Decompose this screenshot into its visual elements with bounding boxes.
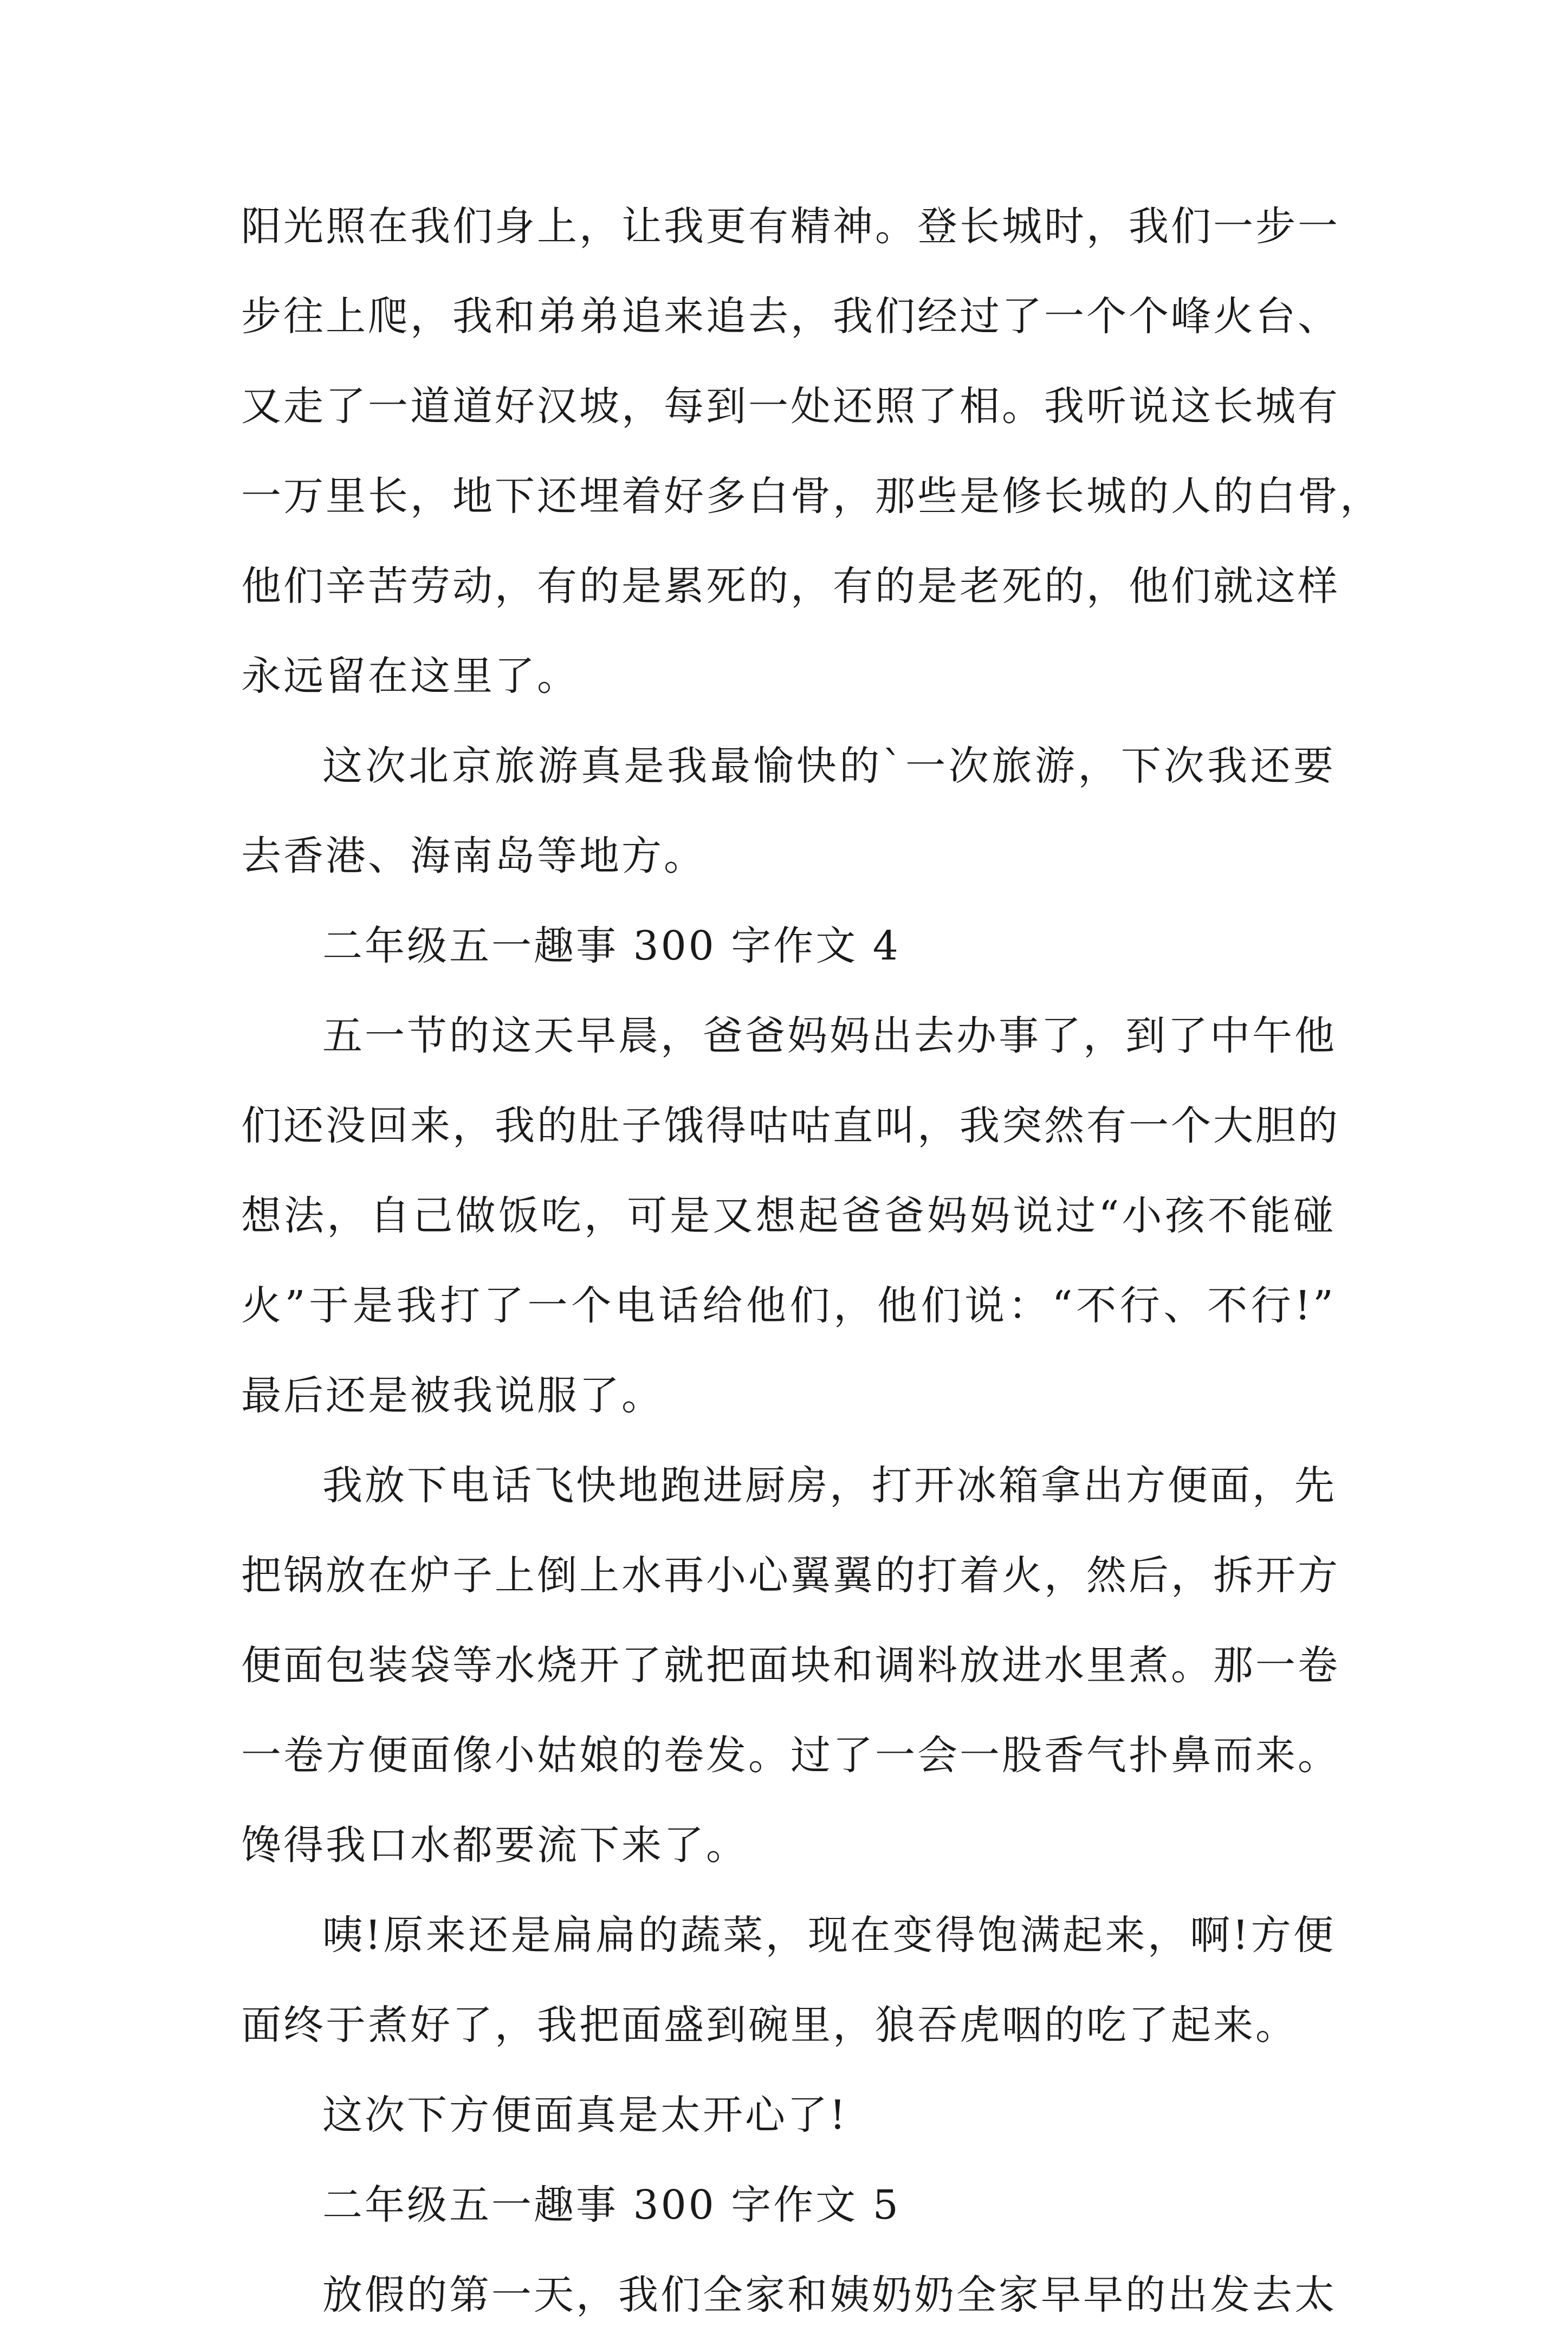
paragraph-first-line: 咦!原来还是扁扁的蔬菜，现在变得饱满起来，啊!方便 (322, 1912, 1336, 1959)
text-line: 面终于煮好了，我把面盛到碗里，狼吞虎咽的吃了起来。 (241, 2002, 1298, 2049)
paragraph-first-line: 五一节的这天早晨，爸爸妈妈出去办事了，到了中午他 (322, 1013, 1337, 1059)
text-line: 阳光照在我们身上，让我更有精神。登长城时，我们一步一 (241, 203, 1340, 250)
text-line: 馋得我口水都要流下来了。 (241, 1822, 748, 1869)
text-line: 火”于是我打了一个电话给他们，他们说：“不行、不行!” (241, 1282, 1336, 1329)
text-line: 步往上爬，我和弟弟追来追去，我们经过了一个个峰火台、 (241, 293, 1340, 340)
section-heading: 二年级五一趣事 300 字作文 5 (322, 2182, 900, 2228)
text-line: 永远留在这里了。 (241, 653, 579, 699)
paragraph-first-line: 这次北京旅游真是我最愉快的`一次旅游，下次我还要 (322, 743, 1336, 789)
text-line: 一卷方便面像小姑娘的卷发。过了一会一股香气扑鼻而来。 (241, 1732, 1340, 1779)
article-body (241, 182, 1382, 2340)
text-line: 们还没回来，我的肚子饿得咕咕直叫，我突然有一个大胆的 (241, 1103, 1340, 1149)
text-line: 把锅放在炉子上倒上水再小心翼翼的打着火，然后，拆开方 (241, 1552, 1340, 1599)
text-line: 去香港、海南岛等地方。 (241, 833, 706, 879)
text-line: 便面包装袋等水烧开了就把面块和调料放进水里煮。那一卷 (241, 1642, 1340, 1689)
paragraph-first-line: 这次下方便面真是太开心了! (322, 2092, 848, 2138)
text-line: 想法，自己做饭吃，可是又想起爸爸妈妈说过“小孩不能碰 (241, 1192, 1336, 1239)
text-line: 又走了一道道好汉坡，每到一处还照了相。我听说这长城有 (241, 383, 1340, 430)
paragraph-first-line: 我放下电话飞快地跑进厨房，打开冰箱拿出方便面，先 (322, 1462, 1337, 1509)
text-line: 他们辛苦劳动，有的是累死的，有的是老死的，他们就这样 (241, 563, 1340, 610)
text-line: 一万里长，地下还埋着好多白骨，那些是修长城的人的白骨， (241, 473, 1382, 520)
paragraph-first-line: 放假的第一天，我们全家和姨奶奶全家早早的出发去太 (322, 2272, 1337, 2318)
section-heading: 二年级五一趣事 300 字作文 4 (322, 923, 900, 969)
text-line: 最后还是被我说服了。 (241, 1372, 664, 1419)
